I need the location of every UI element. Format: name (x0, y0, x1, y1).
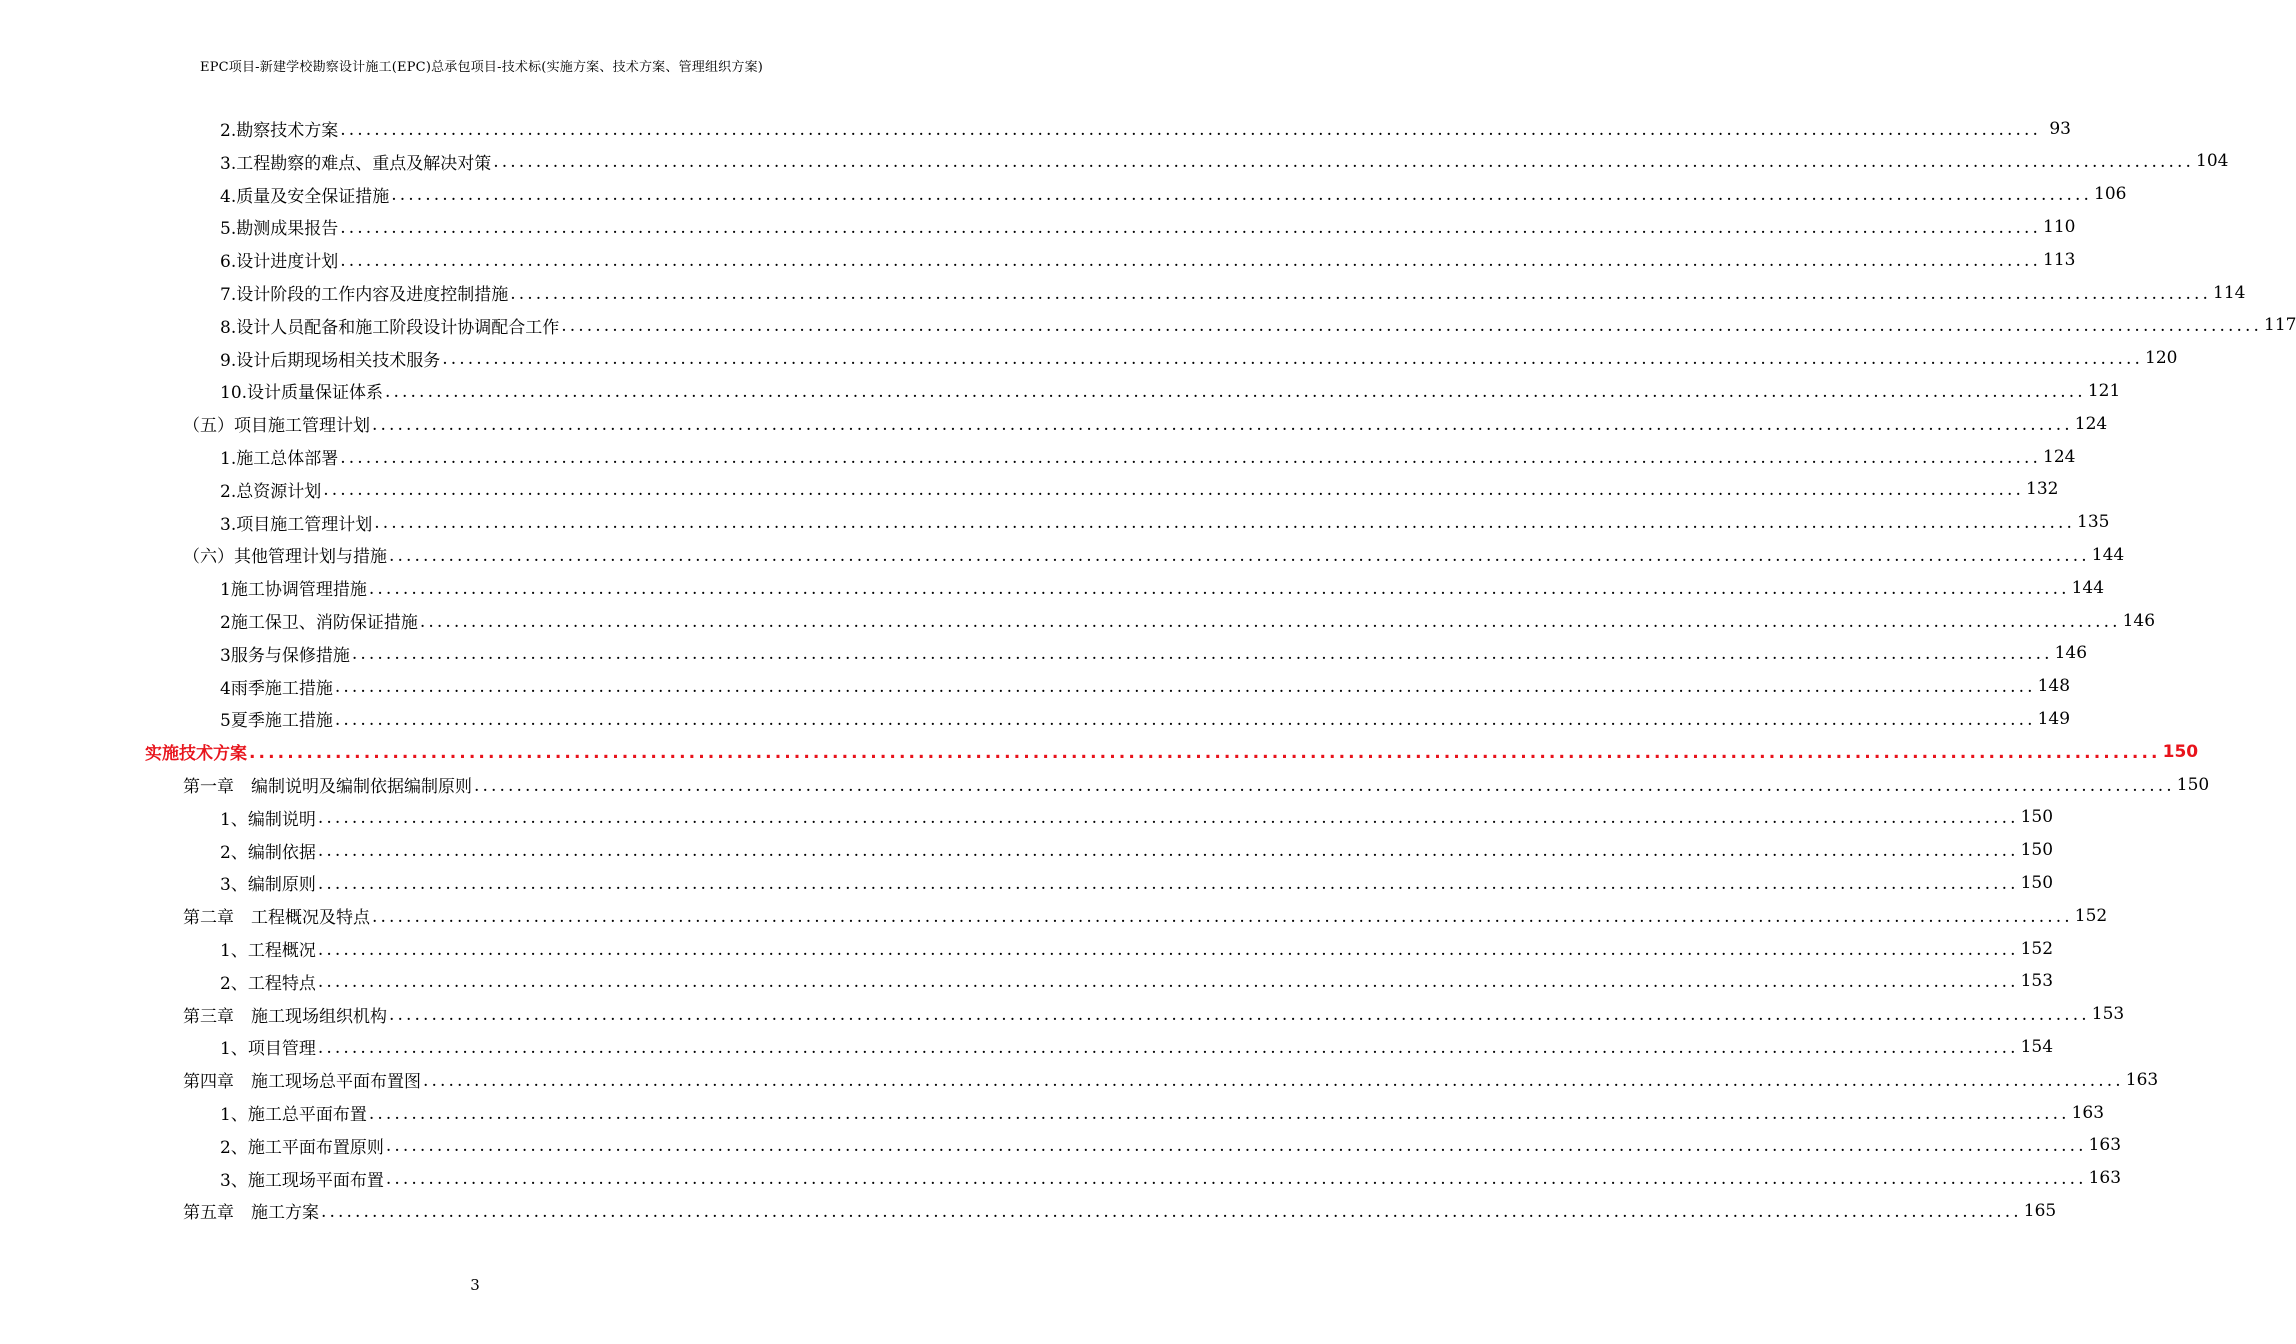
toc-entry[interactable] (0, 538, 2125, 571)
toc-entry-label: 第五章 施工方案 (183, 1203, 319, 1224)
toc-entry-page: 154 (2020, 1036, 2054, 1057)
toc-entry[interactable] (0, 342, 2178, 375)
toc-entry-label: 2、编制依据 (220, 842, 316, 863)
toc-entry-label: 9.设计后期现场相关技术服务 (220, 350, 441, 371)
toc-dot-leader: ........................................................................................................................................................................................................ (368, 578, 2070, 599)
toc-dot-leader: ........................................................................................................................................................................................................ (321, 1201, 2022, 1222)
page-number: 3 (470, 1276, 480, 1294)
toc-entry-label: 第四章 施工现场总平面布置图 (183, 1072, 421, 1093)
toc-entry[interactable] (0, 473, 2059, 506)
toc-entry-label: 1、施工总平面布置 (220, 1105, 367, 1125)
toc-dot-leader: ........................................................................................................................................................................................................ (323, 480, 2024, 501)
toc-entry[interactable] (0, 1030, 2054, 1063)
toc-entry-page: 110 (2043, 216, 2076, 237)
toc-entry-page: 121 (2087, 380, 2121, 401)
toc-entry[interactable] (0, 276, 2246, 309)
toc-entry-page: 117 (2264, 315, 2296, 336)
toc-entry[interactable] (0, 866, 2054, 899)
toc-dot-leader: ........................................................................................................................................................................................................ (340, 217, 2041, 238)
toc-dot-leader: ........................................................................................................................................................................................................ (493, 152, 2194, 173)
toc-entry[interactable] (0, 702, 2071, 735)
toc-entry[interactable] (0, 670, 2071, 703)
toc-dot-leader: ........................................................................................................................................................................................................ (317, 808, 2019, 829)
toc-entry-label: 3服务与保修措施 (220, 645, 350, 666)
toc-entry-page: 152 (2074, 905, 2108, 926)
toc-entry-page: 113 (2043, 249, 2076, 270)
toc-entry[interactable] (0, 801, 2054, 834)
toc-entry-page: 148 (2037, 676, 2071, 697)
toc-entry-page: 163 (2088, 1135, 2122, 1156)
toc-entry[interactable] (0, 374, 2121, 407)
toc-entry-label: 2施工保卫、消防保证措施 (220, 613, 418, 633)
toc-dot-leader: ........................................................................................................................................................................................................ (385, 381, 2086, 402)
toc-entry-label: 4.质量及安全保证措施 (220, 186, 390, 207)
toc-dot-leader: ........................................................................................................................................................................................................ (374, 513, 2075, 534)
toc-dot-leader: ........................................................................................................................................................................................................ (389, 545, 2090, 566)
toc-dot-leader: ........................................................................................................................................................................................................ (391, 185, 2092, 206)
toc-entry-label: 实施技术方案 (145, 744, 247, 765)
toc-entry-page: 150 (2020, 807, 2054, 828)
toc-entry-label: 3、编制原则 (220, 875, 316, 896)
toc-entry-page: 150 (2020, 872, 2054, 893)
toc-entry-page: 144 (2071, 577, 2105, 598)
toc-dot-leader: ........................................................................................................................................................................................................ (368, 1103, 2070, 1124)
toc-entry-label: （六）其他管理计划与措施 (183, 547, 387, 568)
toc-entry[interactable] (0, 965, 2054, 998)
toc-dot-leader: ........................................................................................................................................................................................................ (389, 1005, 2090, 1026)
toc-entry-label: 3、施工现场平面布置 (220, 1170, 384, 1191)
toc-entry-page: 146 (2054, 643, 2088, 664)
toc-entry[interactable] (0, 998, 2125, 1031)
toc-entry-label: 第一章 编制说明及编制依据编制原则 (183, 777, 472, 797)
toc-entry-label: 1、工程概况 (220, 941, 316, 961)
toc-dot-leader: ........................................................................................................................................................................................................ (474, 775, 2175, 796)
toc-entry[interactable] (0, 768, 2210, 801)
toc-entry-page: 124 (2043, 446, 2076, 467)
toc-entry[interactable] (0, 407, 2108, 440)
toc-entry-label: 2、施工平面布置原则 (220, 1137, 384, 1158)
toc-entry-page: 106 (2094, 184, 2127, 205)
toc-entry-page: 150 (2020, 840, 2054, 861)
toc-entry[interactable] (0, 637, 2088, 670)
toc-entry[interactable] (0, 834, 2054, 867)
toc-dot-leader: ........................................................................................................................................................................................................ (317, 972, 2019, 993)
toc-entry[interactable] (0, 571, 2105, 604)
toc-entry-page: 163 (2125, 1069, 2159, 1090)
toc-entry-label: 第二章 工程概况及特点 (183, 908, 370, 929)
toc-entry-page: 163 (2071, 1102, 2105, 1123)
toc-entry[interactable] (0, 112, 2071, 145)
toc-entry-page: 93 (2049, 118, 2071, 139)
toc-entry-page: 153 (2091, 1004, 2125, 1025)
toc-entry-label: 10.设计质量保证体系 (220, 383, 384, 404)
toc-entry[interactable] (0, 440, 2076, 473)
toc-entry-label: 6.设计进度计划 (220, 252, 339, 273)
toc-entry[interactable] (0, 604, 2156, 637)
toc-entry-page: 124 (2074, 413, 2108, 434)
toc-entry-label: 2.总资源计划 (220, 481, 322, 502)
toc-entry-label: 8.设计人员配备和施工阶段设计协调配合工作 (220, 317, 560, 338)
toc-dot-leader: ........................................................................................................................................................................................................ (372, 414, 2073, 435)
toc-dot-leader: ........................................................................................................................................................................................................ (317, 873, 2019, 894)
toc-entry-label: 第三章 施工现场组织机构 (183, 1006, 387, 1027)
toc-dot-leader: ........................................................................................................................................................................................................ (442, 349, 2143, 370)
toc-dot-leader: ........................................................................................................................................................................................................ (351, 644, 2053, 665)
toc-entry-page: 146 (2122, 610, 2156, 631)
toc-entry[interactable] (0, 309, 2296, 342)
toc-entry-page: 150 (2162, 741, 2199, 762)
toc-dot-leader: ........................................................................................................................................................................................................ (419, 611, 2121, 632)
toc-entry-page: 153 (2020, 971, 2054, 992)
toc-dot-leader: ........................................................................................................................................................................................................ (317, 841, 2019, 862)
toc-dot-leader: ........................................................................................................................................................................................................ (510, 283, 2211, 304)
toc-entry-page: 150 (2176, 774, 2210, 795)
toc-dot-leader: ........................................................................................................................................................................................................ (317, 939, 2019, 960)
document-header: EPC项目-新建学校勘察设计施工(EPC)总承包项目-技术标(实施方案、技术方案、管理组织方案) (200, 60, 764, 75)
toc-entry[interactable] (0, 210, 2076, 243)
toc-dot-leader: ........................................................................................................................................................................................................ (340, 119, 2041, 140)
toc-entry-label: 3.项目施工管理计划 (220, 514, 373, 535)
toc-dot-leader: ........................................................................................................................................................................................................ (340, 250, 2041, 271)
toc-entry-label: 5夏季施工措施 (220, 711, 333, 732)
toc-dot-leader: ........................................................................................................................................................................................................ (385, 1169, 2087, 1190)
toc-entry[interactable] (0, 243, 2076, 276)
toc-entry-label: 3.工程勘察的难点、重点及解决对策 (220, 153, 492, 174)
toc-entry-page: 114 (2213, 282, 2246, 303)
toc-entry[interactable] (0, 1162, 2122, 1195)
toc-dot-leader: ........................................................................................................................................................................................................ (372, 906, 2073, 927)
toc-entry-page: 165 (2023, 1200, 2057, 1221)
toc-dot-leader: ........................................................................................................................................................................................................ (340, 447, 2041, 468)
toc-entry-page: 104 (2196, 151, 2229, 172)
toc-entry[interactable] (0, 145, 2229, 178)
toc-entry-page: 144 (2091, 544, 2125, 565)
toc-entry[interactable] (0, 1063, 2159, 1096)
toc-entry[interactable] (0, 178, 2127, 211)
toc-entry-label: 1、项目管理 (220, 1039, 316, 1060)
toc-dot-leader: ........................................................................................................................................................................................................ (423, 1070, 2124, 1091)
toc-dot-leader: ........................................................................................................................................................................................................ (334, 677, 2036, 698)
toc-entry-label: 2、工程特点 (220, 973, 316, 994)
toc-entry-page: 152 (2020, 938, 2054, 959)
toc-entry-label: 1施工协调管理措施 (220, 580, 367, 601)
toc-entry-label: 2.勘察技术方案 (220, 121, 339, 141)
toc-dot-leader: ........................................................................................................................................................................................................ (317, 1037, 2019, 1058)
toc-entry[interactable] (0, 899, 2108, 932)
toc-entry[interactable] (0, 1096, 2105, 1129)
toc-entry-page: 120 (2145, 348, 2178, 369)
toc-dot-leader: ........................................................................................................................................................................................................ (249, 742, 2161, 763)
toc-entry-page: 149 (2037, 708, 2071, 729)
toc-entry-label: 5.勘测成果报告 (220, 219, 339, 240)
toc-entry-label: 1、编制说明 (220, 809, 316, 830)
toc-section-heading[interactable] (0, 735, 2199, 768)
toc-dot-leader: ........................................................................................................................................................................................................ (334, 709, 2036, 730)
toc-entry-label: 4雨季施工措施 (220, 678, 333, 699)
toc-entry-page: 163 (2088, 1168, 2122, 1189)
toc-dot-leader: ........................................................................................................................................................................................................ (561, 316, 2262, 337)
toc-dot-leader: ........................................................................................................................................................................................................ (385, 1136, 2087, 1157)
toc-entry[interactable] (0, 1129, 2122, 1162)
toc-entry-label: 7.设计阶段的工作内容及进度控制措施 (220, 285, 509, 305)
toc-entry[interactable] (0, 932, 2054, 965)
toc-entry[interactable] (0, 1194, 2057, 1227)
toc-entry-page: 135 (2077, 512, 2110, 533)
toc-entry-page: 132 (2026, 479, 2059, 500)
toc-entry-label: （五）项目施工管理计划 (183, 416, 370, 437)
toc-entry[interactable] (0, 506, 2110, 539)
toc-entry-label: 1.施工总体部署 (220, 449, 339, 469)
